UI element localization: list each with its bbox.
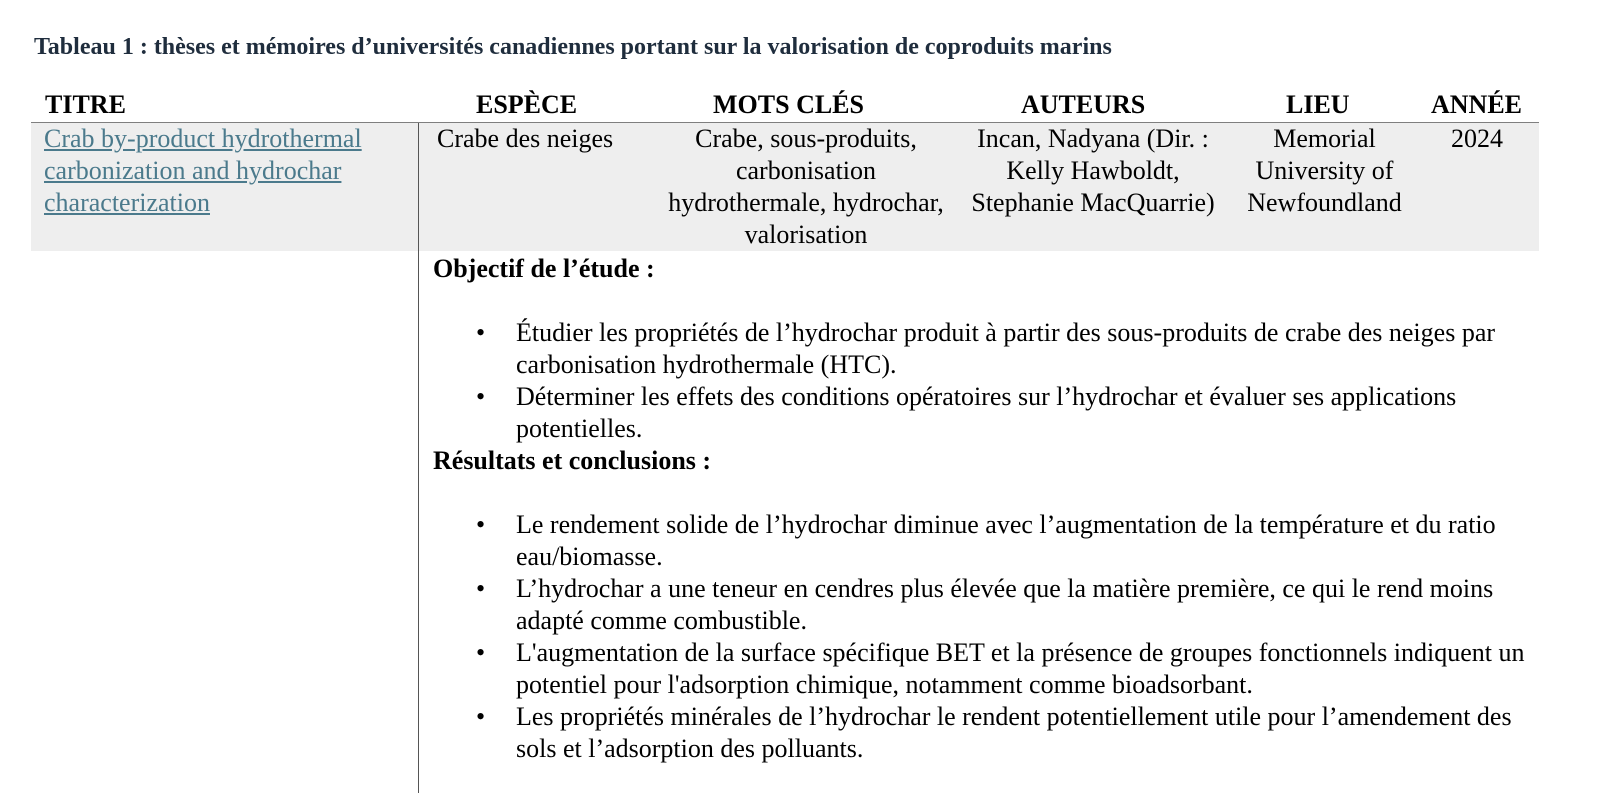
list-item: • Déterminer les effets des conditions opératoires sur l’hydrochar et évaluer ses applications potentielles. xyxy=(476,382,1457,443)
bullet-icon: • xyxy=(476,382,486,411)
bullet-icon: • xyxy=(476,638,486,667)
table-caption: Tableau 1 : thèses et mémoires d’universités canadiennes portant sur la valorisation de coproduits marins xyxy=(34,34,1112,60)
list-item: • L'augmentation de la surface spécifique BET et la présence de groupes fonctionnels indiquent un potentiel pour l'adsorption chimique, notamment comme bioadsorbant. xyxy=(476,638,1525,699)
list-item: • L’hydrochar a une teneur en cendres plus élevée que la matière première, ce qui le rend moins adapté comme combustible. xyxy=(476,574,1494,635)
header-mots-cles: MOTS CLÉS xyxy=(713,90,864,119)
table-row xyxy=(31,123,1539,251)
cell-annee: 2024 xyxy=(1451,124,1503,153)
cell-auteurs: Incan, Nadyana (Dir. : Kelly Hawboldt, Stephanie MacQuarrie) xyxy=(971,124,1215,217)
bullet-icon: • xyxy=(476,574,486,603)
header-espece: ESPÈCE xyxy=(476,90,578,119)
header-annee: ANNÉE xyxy=(1431,90,1523,119)
cell-lieu: Memorial University of Newfoundland xyxy=(1247,124,1402,217)
list-item: • Le rendement solide de l’hydrochar diminue avec l’augmentation de la température et du ratio eau/biomasse. xyxy=(476,510,1496,571)
header-titre: TITRE xyxy=(45,90,126,119)
table-header-row xyxy=(31,90,1539,123)
objectif-heading: Objectif de l’étude : xyxy=(433,254,655,283)
thesis-title-link[interactable]: Crab by-product hydrothermal carbonization and hydrochar characterization xyxy=(44,124,362,217)
header-auteurs: AUTEURS xyxy=(1021,90,1146,119)
objectif-list xyxy=(433,317,1533,445)
column-divider xyxy=(418,123,419,793)
cell-espece: Crabe des neiges xyxy=(437,124,614,153)
bullet-icon: • xyxy=(476,318,486,347)
bullet-icon: • xyxy=(476,510,486,539)
list-item: • Étudier les propriétés de l’hydrochar produit à partir des sous-produits de crabe des neiges par carbonisation hydrothermale (HTC). xyxy=(476,318,1496,379)
list-item: • Les propriétés minérales de l’hydrochar le rendent potentiellement utile pour l’amendement des sols et l’adsorption des polluants. xyxy=(476,702,1512,763)
resultats-heading: Résultats et conclusions : xyxy=(433,446,712,475)
study-details xyxy=(433,253,1533,765)
header-lieu: LIEU xyxy=(1286,90,1350,119)
cell-mots-cles: Crabe, sous-produits, carbonisation hydrothermale, hydrochar, valorisation xyxy=(668,124,944,249)
resultats-list xyxy=(433,509,1533,765)
bullet-icon: • xyxy=(476,702,486,731)
